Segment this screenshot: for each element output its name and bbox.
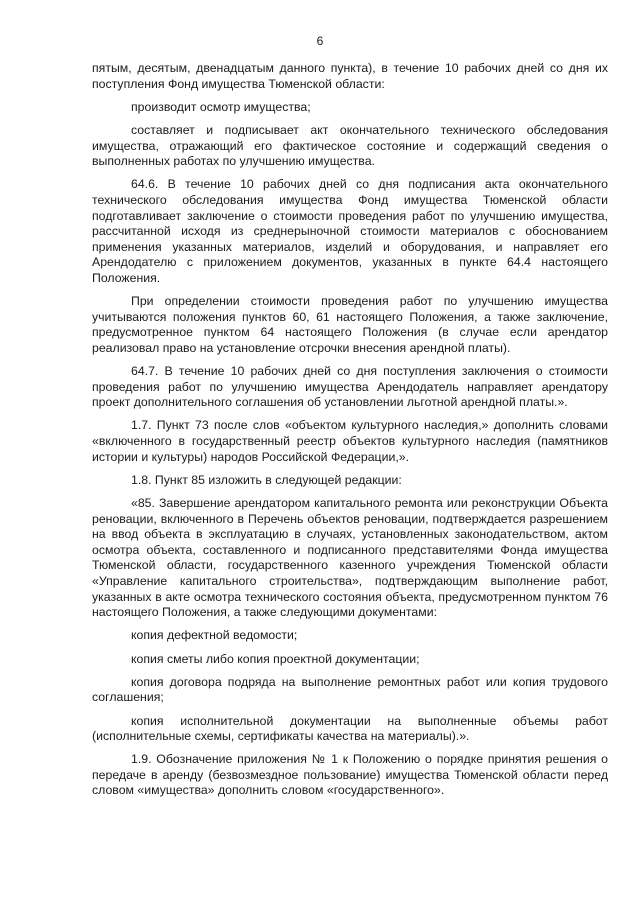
paragraph-continuation: пятым, десятым, двенадцатым данного пункта), в течение 10 рабочих дней со дня их поступления Фонд имущества Тюменской области: [92, 61, 608, 91]
list-item: копия договора подряда на выполнение ремонтных работ или копия трудового соглашения; [92, 674, 608, 705]
paragraph-1-9: 1.9. Обозначение приложения № 1 к Положению о порядке принятия решения о передаче в аренду (безвозмездное пользование) имущества Тюменской области перед словом «имущества» дополнить словом «государственного». [92, 752, 608, 798]
paragraph: производит осмотр имущества; [131, 99, 311, 114]
list-item: копия исполнительной документации на выполненные объемы работ (исполнительные схемы, сертификаты качества на материалы).». [92, 713, 608, 744]
paragraph-1-7: 1.7. Пункт 73 после слов «объектом культурного наследия,» дополнить словами «включенного в государственный реестр объектов культурного наследия (памятников истории и культуры) народов Российской Федерации,». [92, 418, 608, 464]
paragraph-85: «85. Завершение арендатором капитального ремонта или реконструкции Объекта реновации, включенного в Перечень объектов реновации, подтверждается разрешением на ввод объекта в эксплуатацию в случаях, установленных законодательством, актом осмотра объекта, составленного и подписанного представителями Фонда имущества Тюменской области, государственного казенного учреждения Тюменской области «Управление капитального строительства», подтверждающим выполнение работ, указанных в акте осмотра технического состояния объекта, предусмотренном пунктом 76 настоящего Положения, а также следующими документами: [92, 496, 608, 620]
document-body [92, 61, 608, 807]
page-number: 6 [316, 34, 324, 48]
paragraph-64-6: 64.6. В течение 10 рабочих дней со дня подписания акта окончательного технического обследования имущества Фонд имущества Тюменской области подготавливает заключение о стоимости проведения работ по улучшению имущества, рассчитанной исходя из среднерыночной стоимости материалов с обоснованием применения указанных материалов, изделий и оборудования, и направляет его Арендодателю с приложением документов, указанных в пункте 64.4 настоящего Положения. [92, 177, 608, 285]
paragraph: При определении стоимости проведения работ по улучшению имущества учитываются положения пунктов 60, 61 настоящего Положения, а также заключение, предусмотренное пунктом 64 настоящего Положения (в случае если арендатор реализовал право на установление отсрочки внесения арендной платы). [92, 294, 608, 355]
list-item: копия дефектной ведомости; [131, 628, 298, 643]
paragraph: составляет и подписывает акт окончательного технического обследования имущества, отражающий его фактическое состояние и содержащий сведения о выполненных работах по улучшению имущества. [92, 122, 608, 169]
paragraph-64-7: 64.7. В течение 10 рабочих дней со дня поступления заключения о стоимости проведения работ по улучшению имущества Арендодатель направляет арендатору проект дополнительного соглашения об установлении льготной арендной платы.». [92, 364, 608, 410]
paragraph-1-8: 1.8. Пункт 85 изложить в следующей редакции: [131, 472, 402, 487]
list-item: копия сметы либо копия проектной документации; [131, 651, 420, 666]
